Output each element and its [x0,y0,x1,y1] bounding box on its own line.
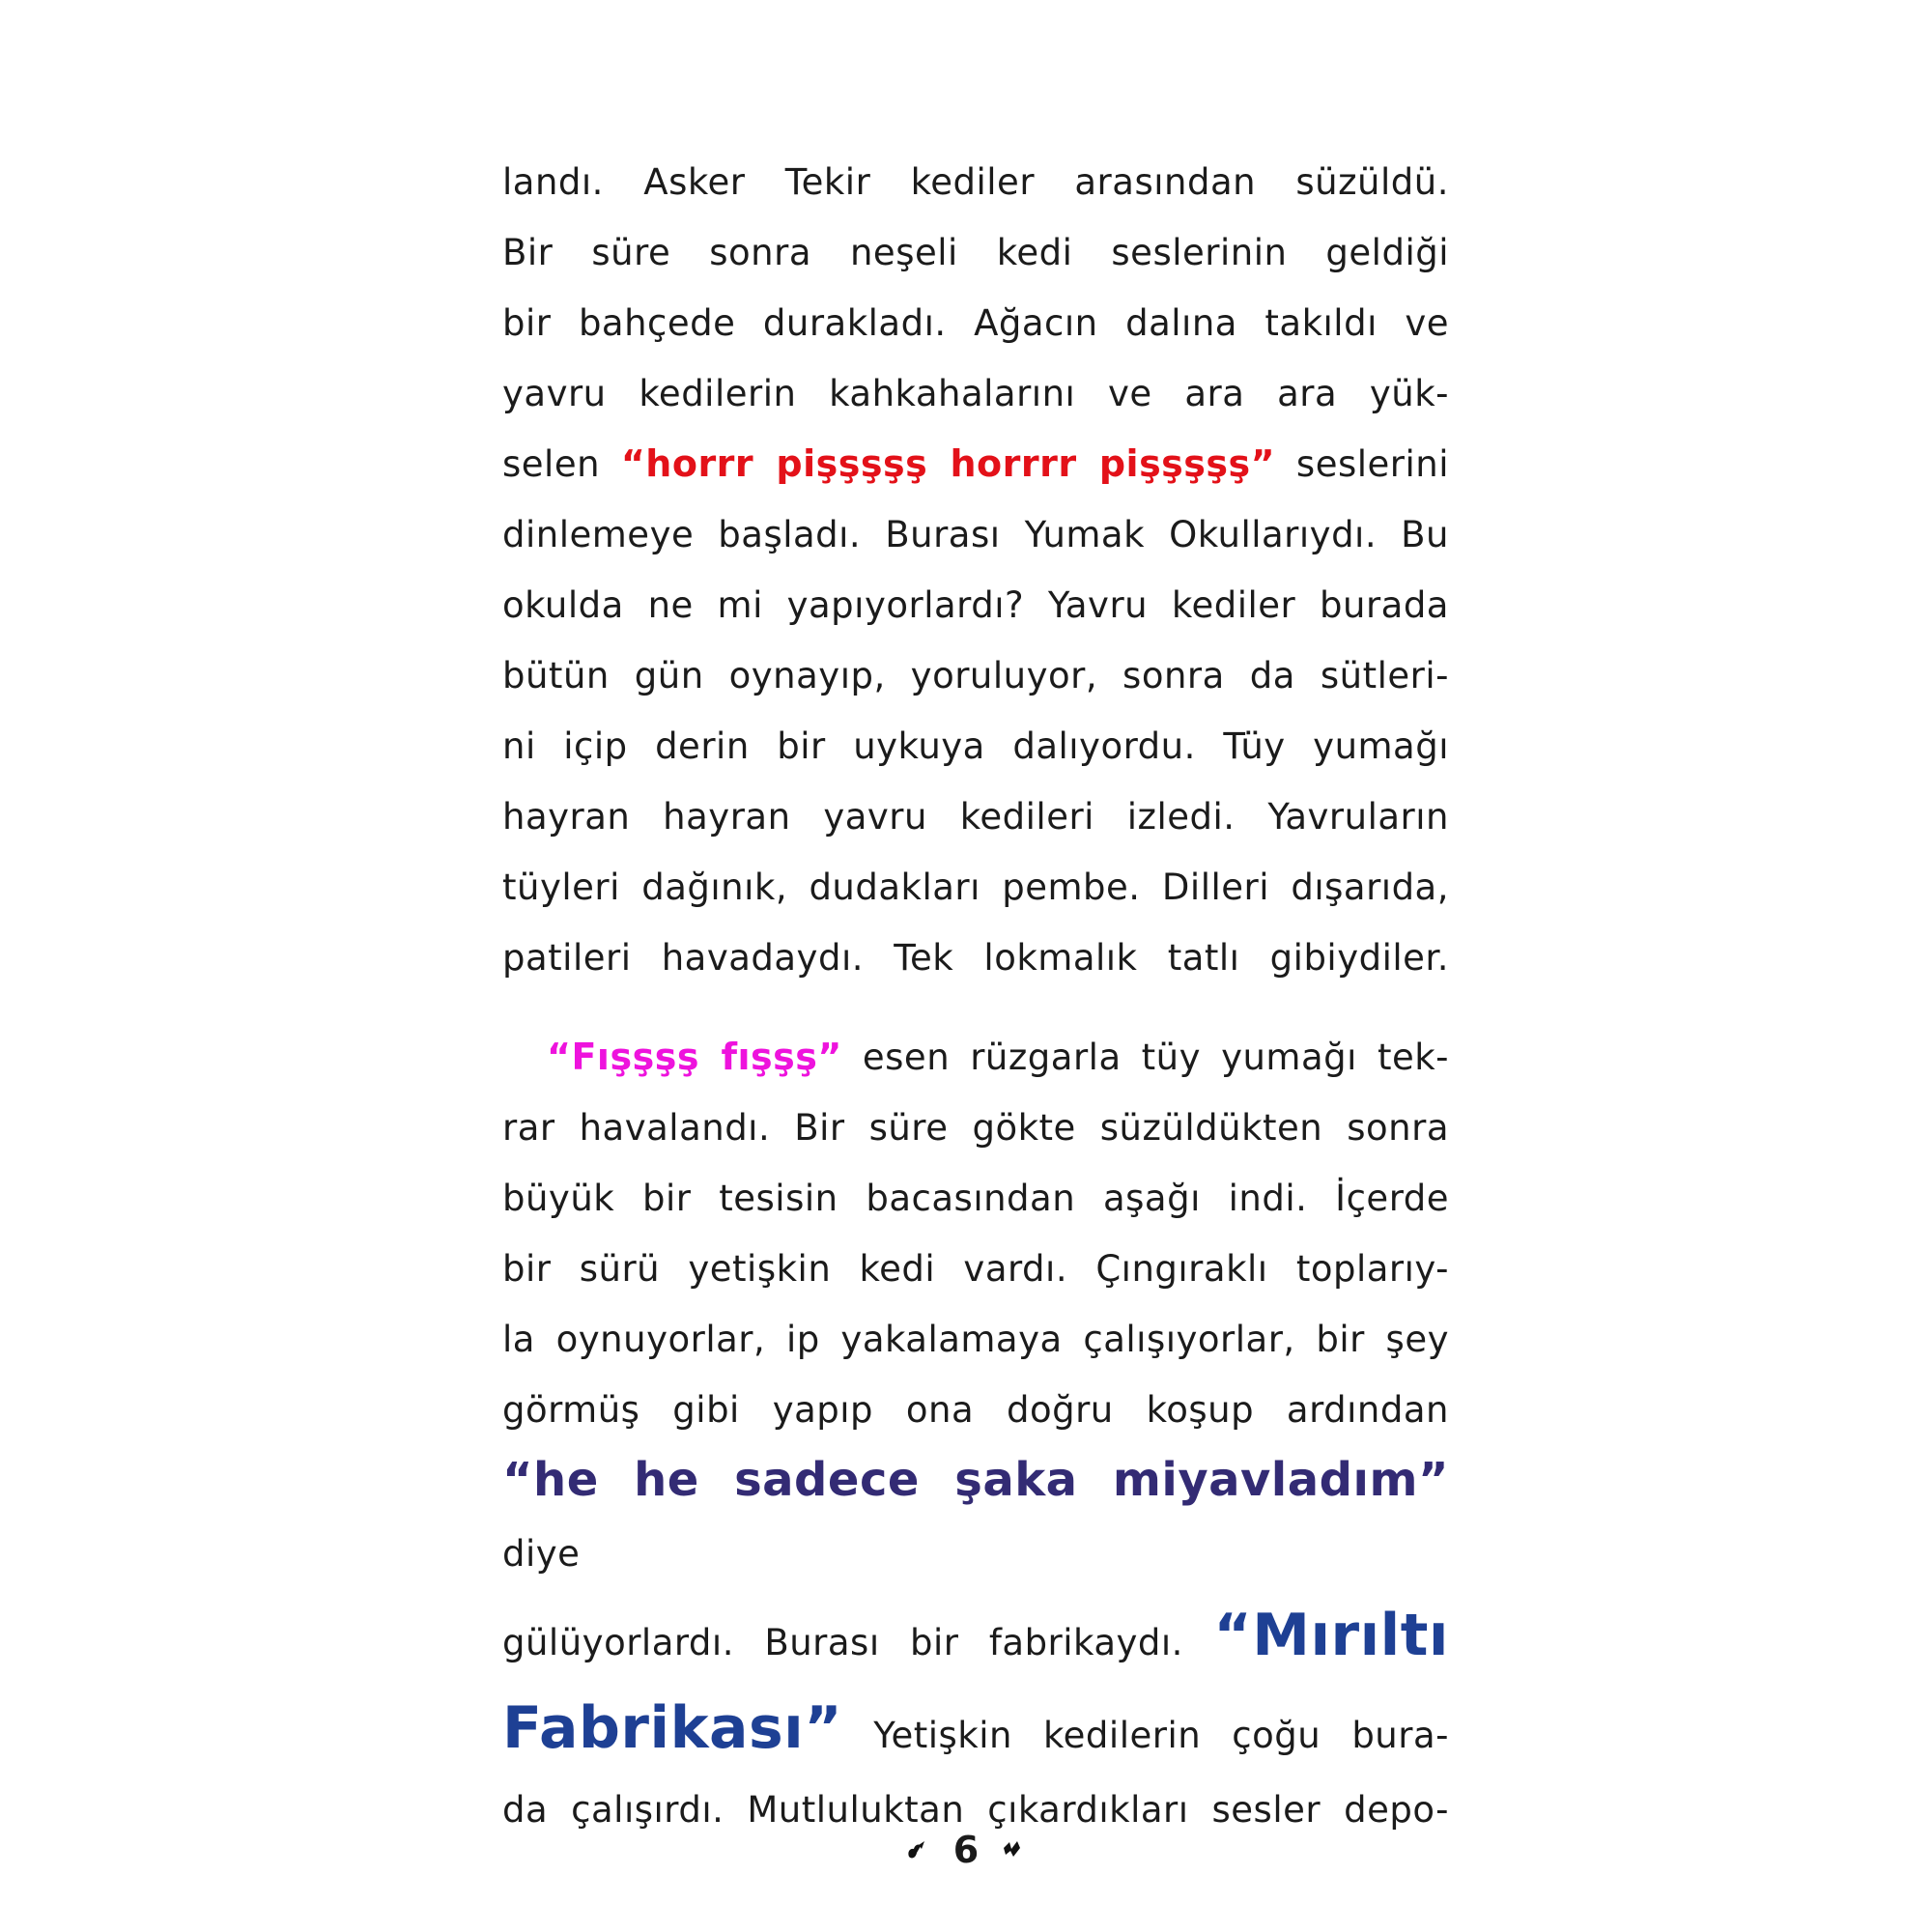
body-text: yavru kedilerin kahkahalarını ve ara ara yük- [502,373,1449,414]
factory-name: “Mırıltı [1213,1602,1449,1669]
body-text: diye [502,1463,1462,1575]
body-text: landı. Asker Tekir kediler arasından süzüldü. [502,161,1449,203]
body-text: ni içip derin bir uykuya dalıyordu. Tüy yumağı [502,725,1449,767]
text-line [502,429,1449,499]
text-line [502,1304,1449,1375]
body-text: da çalışırdı. Mutluluktan çıkardıkları sesler depo- [502,1789,1449,1831]
body-text: gülüyorlardı. Burası bir fabrikaydı. [502,1622,1214,1663]
body-text: tüyleri dağınık, dudakları pembe. Dilleri dışarıda, [502,867,1449,908]
text-line [502,570,1449,640]
text-line [502,781,1449,852]
text-line [502,499,1449,570]
story-paragraph [502,1022,1462,1845]
body-text: Bir süre sonra neşeli kedi seslerinin geldiği [502,232,1449,273]
body-text: okulda ne mi yapıyorlardı? Yavru kediler burada [502,584,1449,626]
body-text: görmüş gibi yapıp ona doğru koşup ardından [502,1389,1449,1431]
body-text: hayran hayran yavru kedileri izledi. Yavruların [502,796,1449,838]
text-line [502,1375,1449,1445]
text-line [502,1682,1449,1775]
body-text: patileri havadaydı. Tek lokmalık tatlı gibiydiler. [502,937,1449,979]
story-paragraph [502,147,1449,993]
text-line [502,1589,1449,1682]
factory-name: Fabrikası” [502,1694,843,1762]
text-line [502,1163,1449,1234]
body-text: la oynuyorlar, ip yakalamaya çalışıyorlar, bir şey [502,1319,1449,1360]
text-line [502,852,1449,923]
text-line [502,1022,1449,1093]
body-text: rar havalandı. Bir süre gökte süzüldükten sonra [502,1107,1449,1149]
page-footer [0,1829,1932,1871]
body-text: dinlemeye başladı. Burası Yumak Okullarıydı. Bu [502,514,1449,555]
text-line [502,288,1449,358]
text-line [502,1445,1462,1589]
body-text: selen [502,443,621,485]
body-text: bütün gün oynayıp, yoruluyor, sonra da sütleri- [502,655,1449,696]
bird-ornament-right [1000,1835,1029,1864]
text-line [502,923,1449,993]
story-text [502,147,1462,1874]
sound-effect-wind: “Fışşşş fışşş” [547,1036,842,1078]
text-line [502,217,1449,288]
body-text: büyük bir tesisin bacasından aşağı indi. İçerde [502,1178,1449,1219]
text-line [502,1093,1449,1163]
text-line [502,147,1449,217]
quote-joke-meow: “he he sadece şaka miyavladım” [502,1453,1449,1507]
page-number: 6 [952,1829,980,1871]
text-line [502,640,1449,711]
bird-ornament-left [903,1835,932,1864]
body-text: bir sürü yetişkin kedi vardı. Çıngıraklı toplarıy- [502,1248,1449,1290]
text-line [502,1234,1449,1304]
body-text: esen rüzgarla tüy yumağı tek- [841,1037,1450,1078]
body-text: bir bahçede durakladı. Ağacın dalına takıldı ve [502,302,1449,344]
sound-effect-purr: “horrr pişşşşş horrrr pişşşşş” [620,442,1276,485]
body-text: seslerini [1275,443,1449,485]
body-text: Yetişkin kedilerin çoğu bura- [842,1715,1449,1756]
text-line [502,711,1449,781]
text-line [502,358,1449,429]
